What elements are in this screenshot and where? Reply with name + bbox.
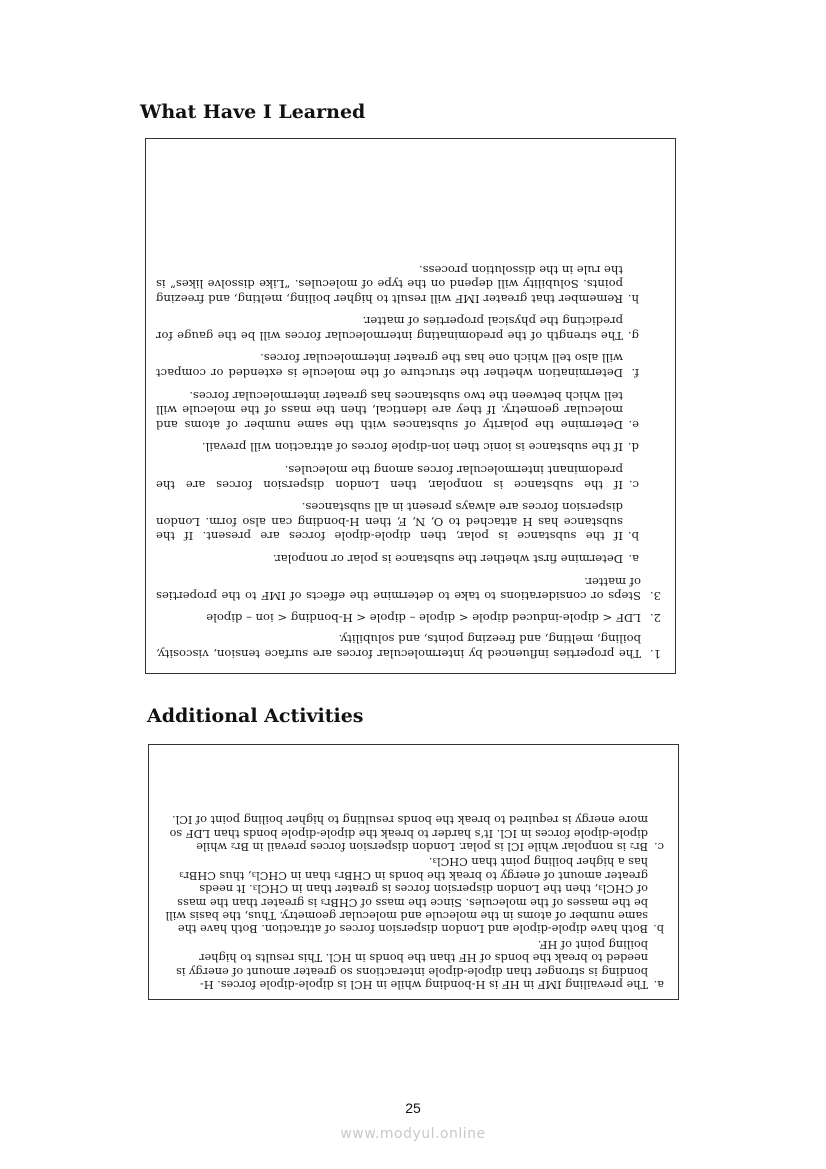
step-letter: f. [631,366,639,381]
section-title-what-have-i-learned: What Have I Learned [140,101,366,123]
step-text: If the substance is ionic then ion-dipole forces of attraction will prevail. [201,440,623,455]
step-letter: e. [628,417,639,432]
item-text: The properties influenced by intermolecular forces are surface tension, viscosity, boiling, melting, and freezing points, and solubility. [156,632,641,661]
step-letter: d. [627,440,639,455]
answer-item [163,855,668,935]
step-item [156,314,641,343]
item-number: 2. [649,610,661,625]
summary-item [156,610,661,625]
answer-item [163,937,668,991]
steps-list [156,262,641,566]
summary-item [156,632,661,661]
watermark: www.modyul.online [340,1126,486,1142]
step-letter: a. [628,552,639,567]
step-text: Determine first whether the substance is polar or nonpolar. [272,552,623,567]
step-letter: b. [627,529,639,544]
additional-activities-box [148,744,679,1000]
answer-letter: a. [653,978,664,991]
what-have-i-learned-box [145,138,676,674]
summary-list [156,262,663,661]
item-number: 1. [649,647,661,661]
step-letter: g. [627,328,639,343]
answer-letter: b. [653,922,664,936]
answer-item [163,813,668,853]
summary-item [156,262,661,604]
step-letter: h. [627,291,639,306]
step-text: The strength of the predominating intermolecular forces will be the gauge for predicting the physical properties of matter. [156,314,623,343]
step-item [156,351,641,380]
answer-letter: c. [654,839,664,853]
upside-down-content [146,139,675,673]
step-item [156,551,641,566]
step-item [156,388,641,432]
item-text: LDF < dipole-induced dipole < dipole – dipole < H-bonding < ion – dipole [206,610,641,625]
answer-text: Br₂ is nonpolar while ICl is polar. London dispersion forces prevail in Br₂ while dipole-dipole forces in ICl. It’s harder to break the dipole-dipole bonds than LDF so more energy is required to break the bonds resulting to higher boiling point of ICl. [169,813,648,853]
upside-down-content [149,745,678,999]
step-text: Determination whether the structure of the molecule is extended or compact will also tell which one has the greater intermolecular forces. [156,351,623,381]
step-item [156,462,641,491]
step-text: If the substance is polar, then dipole-dipole forces are present. If the substance has H attached to O, N, F, then H-bonding can also form. London dispersion forces are always present in all substances. [156,500,623,544]
step-text: Determine the polarity of substances with the same number of atoms and molecular geometry. If they are identical, then the mass of the molecule will tell which between the two substances has greater intermolecular forces. [156,388,623,432]
step-text: If the substance is nonpolar, then London dispersion forces are the predominant intermolecular forces among the molecules. [156,463,623,492]
step-text: Remember that greater IMF will result to higher boiling, melting, and freezing points. Solubility will depend on the type of molecules. “Like dissolve likes” is the rule in the dissolution process. [156,262,623,306]
section-title-additional-activities: Additional Activities [147,705,364,727]
step-item [156,500,641,544]
page-number: 25 [405,1100,421,1116]
item-text: Steps or considerations to take to determine the effects of IMF to the properties of matter. [156,574,641,604]
answers-list [163,813,668,991]
step-item [156,440,641,455]
step-letter: c. [628,477,639,492]
answer-text: Both have dipole-dipole and London dispersion forces of attraction. Both have the same number of atoms in the molecule and molecular geometry. Thus, the basis will be the masses of the molecules. Since the mass of CHBr₃ is greater than the mass of CHCl₃, then the London dispersion forces is greater than in CHCl₃. It needs greater amount of energy to break the bonds in CHBr₃ than in CHCl₃, thus CHBr₃ has a higher boiling point than CHCl₃. [165,855,648,936]
answer-text: The prevailing IMF in HF is H-bonding while in HCl is dipole-dipole forces. H-bonding is stronger than dipole-dipole interactions so greater amount of energy is needed to break the bonds of HF than the bonds in HCl. This results to higher boiling point of HF. [176,937,648,991]
item-number: 3. [649,589,661,604]
step-item [156,262,641,306]
